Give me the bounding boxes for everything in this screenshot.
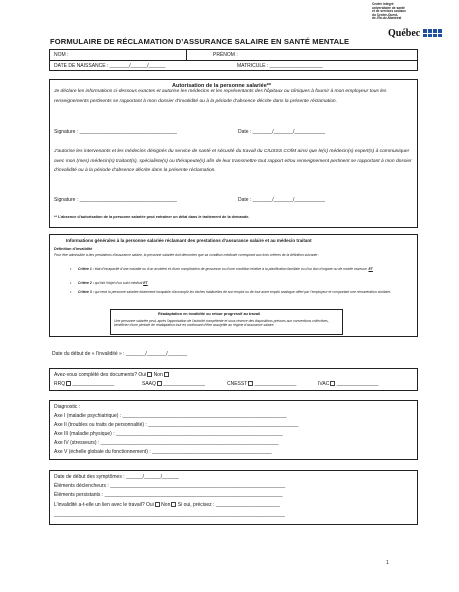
critere-tag: ET	[368, 267, 373, 271]
authorization-note: ** L’absence d’autorisation de la personne salariée peut entraîner un délai dans le traitement de la demande.	[54, 215, 250, 219]
documents-question-row	[54, 372, 169, 378]
info-heading: Informations générales à la personne salariée réclamant des prestations d’assurance salaire et au médecin traitant	[66, 238, 312, 243]
saaq-item	[142, 381, 205, 387]
diagnostic-title: Diagnostic :	[54, 404, 81, 410]
saaq-blank[interactable]: _______________	[163, 381, 206, 387]
axe-5-field[interactable]: Axe V (échelle globale du fonctionnement) : ___________________________________________	[54, 449, 272, 455]
lien-travail-non-checkbox[interactable]	[171, 502, 176, 507]
rrq-blank[interactable]: _______________	[72, 381, 115, 387]
definition-title: Définition d’invalidité	[54, 247, 93, 251]
documents-non-label: Non	[153, 372, 163, 378]
lien-travail-oui-checkbox[interactable]	[155, 502, 160, 507]
signature-field-2[interactable]: Signature : ___________________________________	[54, 197, 177, 203]
documents-question: Avez-vous complété des documents?	[54, 372, 138, 378]
readaptation-text: Une personne salariée peut, après l’approbation de l’autorité compétente et sous réserve des dispositions prévues aux conventions collectives, bénéficier d’une période de réadaptation tout en continuant d’être assujettie au régime d’assurance salaire.	[114, 319, 329, 328]
page-number: 1	[386, 560, 389, 566]
axe-3-field[interactable]: Axe III (maladie physique) : ____________________________________________________________	[54, 431, 283, 437]
elements-persistants-field[interactable]: Éléments persistants : ________________________________________________________________	[54, 492, 283, 498]
critere-label: Critère 1 :	[78, 267, 94, 271]
elements-declencheurs-field[interactable]: Éléments déclencheurs : _______________________________________________________________	[54, 483, 286, 489]
critere-text: état d’incapacité d’une maladie ou d’un accident et d’une complication de grossesse ou d’une condition relative à la planification familiale ou d’un don d’organe ou de moelle osseuse.	[94, 267, 368, 271]
prenom-field[interactable]: PRÉNOM :	[213, 52, 238, 58]
matricule-field[interactable]: MATRICULE : ___________________	[237, 63, 323, 69]
critere-text: qui rend la personne salariée totalement incapable d’accomplir les tâches habituelles de son emploi ou de tout autre emploi analogue offert par l’employeur et comportant une rémunération similaire.	[94, 290, 392, 294]
authorization-paragraph-2: J’autorise les intervenants et les médecins désignés du service de santé et sécurité du travail du CIUSSS COÎM ainsi que le(s) médecin(s) expert(s) à communiquer avec mon (mes) médecin(s) traitant(s), spécialiste(s) ou thérapeute(s) afin de leur transmettre tout rapport et/ou renseignement pertinent se rapportant à mon dossier d’invalidité ou à la période d’absence décrite dans la présente réclamation.	[54, 149, 412, 173]
signature-field-1[interactable]: Signature : ___________________________________	[54, 129, 177, 135]
axe-4-field[interactable]: Axe IV (stresseurs) : ________________________________________________________________	[54, 440, 279, 446]
documents-non-checkbox[interactable]	[164, 372, 169, 377]
fleurdelise-icon	[423, 29, 432, 37]
saaq-label: SAAQ	[142, 381, 156, 387]
rrq-item	[54, 381, 114, 387]
critere-3	[78, 290, 410, 294]
documents-oui-checkbox[interactable]	[147, 372, 152, 377]
cnesst-checkbox[interactable]	[248, 381, 253, 386]
ivac-checkbox[interactable]	[330, 381, 335, 386]
bullet-icon: •	[70, 266, 72, 271]
cnesst-blank[interactable]: _______________	[254, 381, 297, 387]
critere-tag: ET	[143, 281, 148, 285]
bullet-icon: •	[70, 289, 72, 294]
lien-travail-non-label: Non	[161, 502, 171, 508]
saaq-checkbox[interactable]	[157, 381, 162, 386]
bullet-icon: •	[70, 280, 72, 285]
authorization-paragraph-1: Je déclare les informations ci-dessous exactes et autorise les médecins et les représentants des hôpitaux ou cliniques à fournir à mon employeur tous les renseignements pertinents se rapportant à mon dossier d’invalidité ou à la période d’absence décrite dans la présente réclamation.	[54, 89, 387, 104]
identity-divider	[49, 60, 418, 61]
axe-2-field[interactable]: Axe II (troubles ou traits de personnalité) : ______________________________________________________	[54, 422, 299, 428]
rrq-checkbox[interactable]	[66, 381, 71, 386]
ivac-item	[318, 381, 378, 387]
axe-1-field[interactable]: Axe I (maladie psychiatrique) : ___________________________________________________________	[54, 413, 287, 419]
logo-line: Centre intégré	[372, 2, 394, 6]
critere-1	[78, 267, 410, 271]
cnesst-label: CNESST	[227, 381, 248, 387]
logo-line: du Centre-Ouest-	[372, 12, 399, 17]
rrq-label: RRQ	[54, 381, 66, 387]
critere-label: Critère 2 :	[78, 281, 94, 285]
date-field-2[interactable]: Date : _______/_______/___________	[238, 197, 326, 203]
critere-text: qui fait l’objet d’un suivi médical	[94, 281, 143, 285]
logo-line: de-l’Île-de-Montréal	[372, 16, 402, 20]
form-title: FORMULAIRE DE RÉCLAMATION D’ASSURANCE SALAIRE EN SANTÉ MENTALE	[50, 37, 350, 46]
date-field-1[interactable]: Date : _______/_______/___________	[238, 129, 326, 135]
definition-text: Pour être admissible à des prestations d’assurance salaire, la personne salariée doit démontrer que sa condition médicale correspond aux trois critères de la définition suivante :	[54, 253, 320, 257]
lien-travail-question: L’invalidité a-t-elle un lien avec le travail?	[54, 502, 145, 508]
date-debut-invalidite-field[interactable]: Date du début de « l’invalidité » : _______/_______/_______	[52, 351, 188, 357]
authorization-heading: Autorisation de la personne salariée**	[172, 83, 272, 89]
critere-2	[78, 281, 410, 285]
fleurdelise-icon	[433, 29, 442, 37]
critere-label: Critère 3 :	[78, 290, 94, 294]
symptomes-extra-line[interactable]: ___________________________________________________________________________________	[54, 512, 285, 518]
readaptation-title: Réadaptation en invalidité ou retour progressif au travail	[158, 312, 261, 316]
ivac-blank[interactable]: _______________	[336, 381, 379, 387]
cnesst-item	[227, 381, 296, 387]
ciusss-logo-text	[372, 3, 406, 21]
logo-line: universitaire de santé	[372, 5, 405, 10]
si-oui-precisez-field[interactable]: Si oui, précisez : _______________________	[177, 502, 280, 508]
ivac-label: IVAC	[318, 381, 330, 387]
date-naissance-field[interactable]: DATE DE NAISSANCE : _______/______/______	[54, 63, 166, 69]
date-debut-symptomes-field[interactable]: Date de début des symptômes : ______/______/______	[54, 474, 179, 480]
quebec-wordmark: Québec	[388, 28, 421, 39]
nom-field[interactable]: NOM :	[54, 52, 69, 58]
lien-travail-row	[54, 502, 280, 508]
lien-travail-oui-label: Oui	[146, 502, 154, 508]
logo-line: et de services sociaux	[372, 9, 406, 13]
identity-divider-vertical	[186, 49, 187, 60]
documents-oui-label: Oui	[138, 372, 147, 378]
